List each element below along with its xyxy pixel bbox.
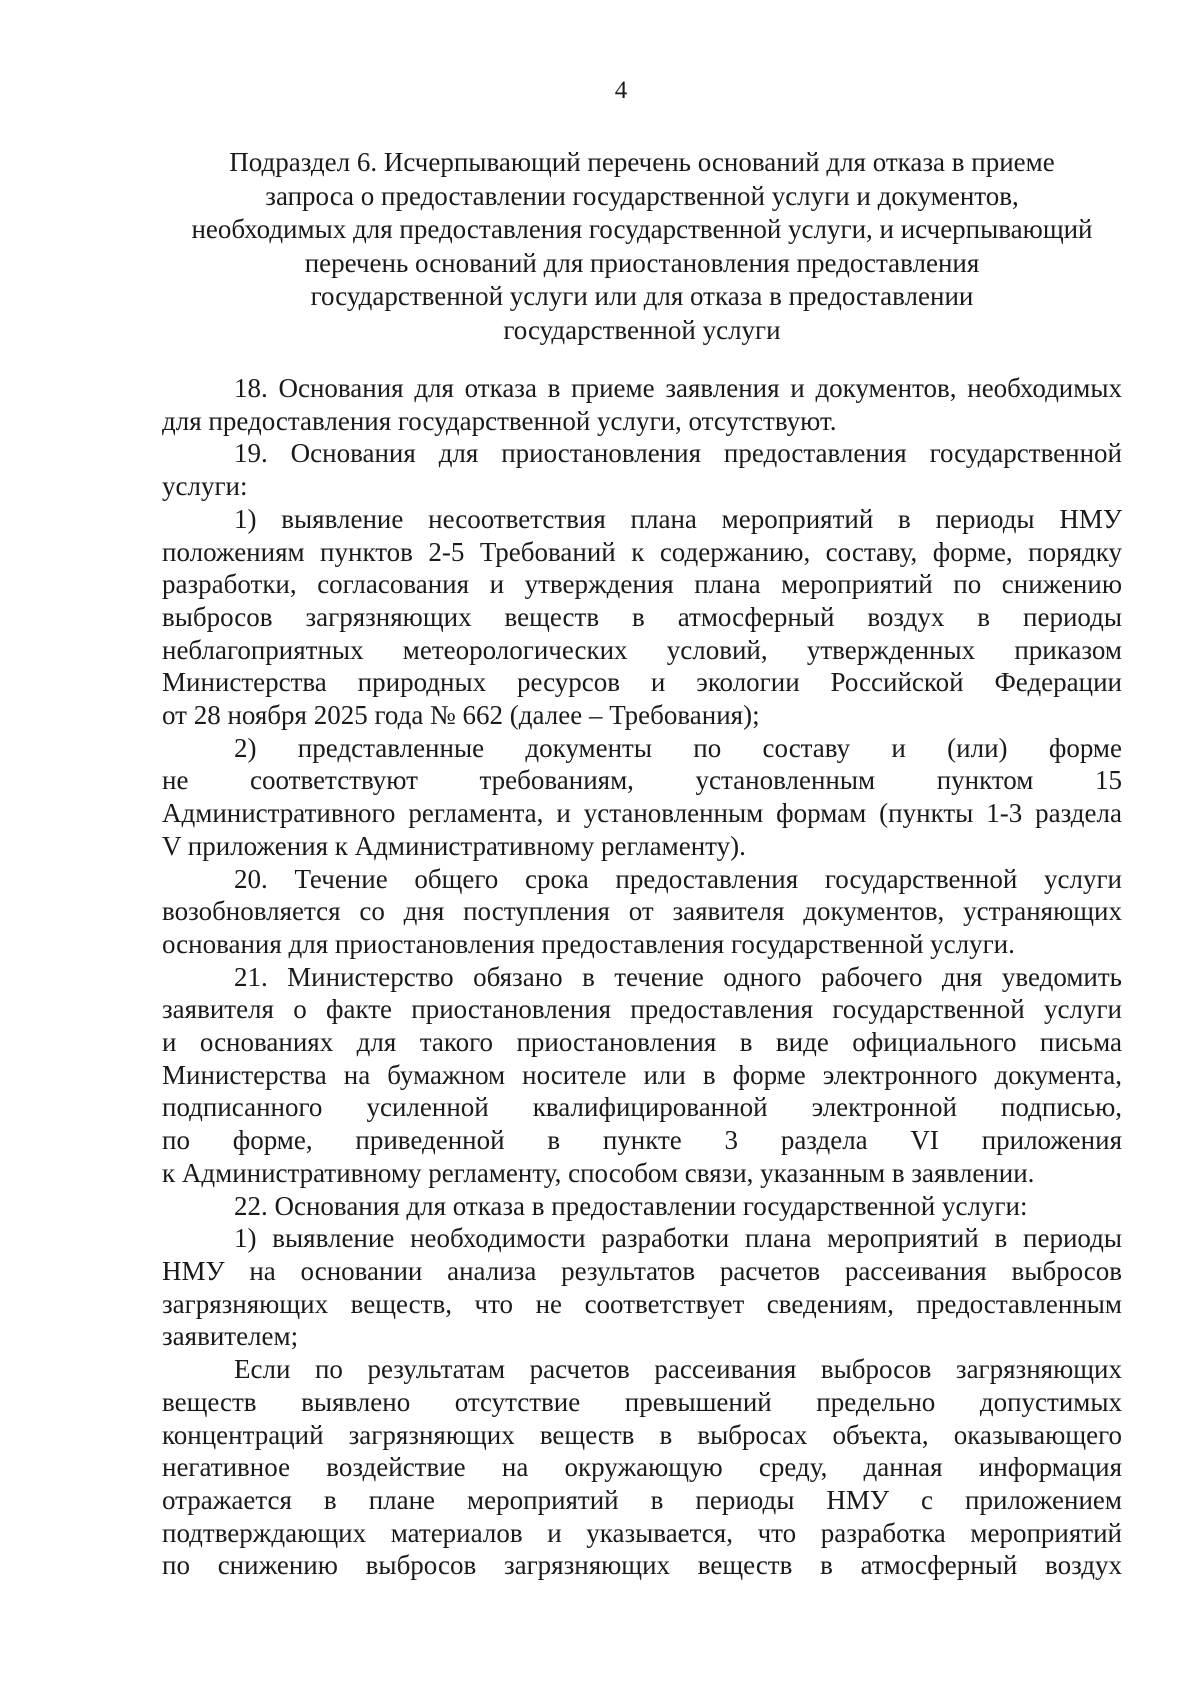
paragraph-line: 1) выявление необходимости разработки плана мероприятий в периоды: [234, 1223, 1122, 1254]
heading-line: запроса о предоставлении государственной услуги и документов,: [265, 180, 1019, 211]
paragraph-line: для предоставления государственной услуги, отсутствуют.: [162, 405, 837, 436]
paragraph-line: услуги:: [162, 471, 248, 502]
paragraph-line: 18. Основания для отказа в приеме заявления и документов, необходимых: [234, 373, 1122, 403]
paragraph-line: по форме, приведенной в пункте 3 раздела VI приложения: [162, 1125, 1122, 1156]
paragraph-line: концентраций загрязняющих веществ в выбросах объекта, оказывающего: [162, 1419, 1122, 1450]
page-number: 4: [614, 77, 628, 104]
paragraph-line: V приложения к Административному регламенту).: [162, 830, 746, 861]
paragraph-line: заявителем;: [162, 1321, 299, 1352]
paragraph-line: 2) представленные документы по составу и (или) форме: [234, 732, 1122, 763]
paragraph: [162, 503, 1122, 732]
paragraph-line: неблагоприятных метеорологических условий, утвержденных приказом: [162, 634, 1122, 665]
paragraph-line: выбросов загрязняющих веществ в атмосферный воздух в периоды: [162, 601, 1122, 632]
paragraph-line: от 28 ноября 2025 года № 662 (далее – Требования);: [162, 700, 760, 731]
paragraph: [162, 1353, 1122, 1582]
paragraph-line: загрязняющих веществ, что не соответствует сведениям, предоставленным: [162, 1288, 1122, 1319]
paragraph-line: отражается в плане мероприятий в периоды НМУ с приложением: [162, 1484, 1122, 1515]
heading-line: государственной услуги: [503, 314, 781, 345]
paragraph-line: НМУ на основании анализа результатов расчетов рассеивания выбросов: [162, 1255, 1122, 1286]
paragraph-line: и основаниях для такого приостановления в виде официального письма: [162, 1027, 1122, 1058]
heading-line: государственной услуги или для отказа в предоставлении: [310, 281, 974, 312]
paragraph-line: Министерства природных ресурсов и экологии Российской Федерации: [162, 667, 1122, 698]
paragraph-line: к Административному регламенту, способом связи, указанным в заявлении.: [162, 1157, 1035, 1188]
paragraph: [162, 372, 1122, 437]
paragraph: [162, 961, 1122, 1190]
paragraph: [162, 1190, 1122, 1223]
paragraph-line: 21. Министерство обязано в течение одного рабочего дня уведомить: [234, 961, 1122, 992]
document-body: [162, 372, 1122, 1582]
paragraph-line: подтверждающих материалов и указывается, что разработка мероприятий: [162, 1517, 1122, 1548]
paragraph-line: основания для приостановления предоставления государственной услуги.: [162, 928, 1015, 959]
paragraph-line: заявителя о факте приостановления предоставления государственной услуги: [162, 994, 1122, 1025]
heading-line: Подраздел 6. Исчерпывающий перечень оснований для отказа в приеме: [229, 147, 1055, 177]
paragraph-line: негативное воздействие на окружающую среду, данная информация: [162, 1452, 1122, 1483]
paragraph-line: Административного регламента, и установленным формам (пункты 1-3 раздела: [162, 798, 1122, 829]
paragraph-line: веществ выявлено отсутствие превышений предельно допустимых: [162, 1386, 1122, 1417]
paragraph: [162, 1222, 1122, 1353]
paragraph-line: Если по результатам расчетов рассеивания выбросов загрязняющих: [234, 1354, 1122, 1385]
paragraph-line: не соответствуют требованиям, установленным пунктом 15: [162, 765, 1122, 796]
paragraph: [162, 437, 1122, 502]
paragraph-line: по снижению выбросов загрязняющих веществ в атмосферный воздух: [162, 1550, 1122, 1581]
paragraph-line: положениям пунктов 2-5 Требований к содержанию, составу, форме, порядку: [162, 536, 1122, 567]
paragraph: [162, 863, 1122, 961]
heading-line: перечень оснований для приостановления предоставления: [304, 247, 980, 278]
heading-line: необходимых для предоставления государственной услуги, и исчерпывающий: [191, 214, 1093, 245]
subsection-heading: [162, 146, 1122, 348]
paragraph-line: возобновляется со дня поступления от заявителя документов, устраняющих: [162, 896, 1122, 927]
paragraph: [162, 732, 1122, 863]
paragraph-line: 20. Течение общего срока предоставления государственной услуги: [234, 863, 1122, 894]
paragraph-line: 19. Основания для приостановления предоставления государственной: [234, 438, 1122, 469]
paragraph-line: Министерства на бумажном носителе или в форме электронного документа,: [162, 1059, 1122, 1090]
paragraph-line: 22. Основания для отказа в предоставлении государственной услуги:: [234, 1190, 1028, 1221]
paragraph-line: подписанного усиленной квалифицированной электронной подписью,: [162, 1092, 1122, 1123]
paragraph-line: разработки, согласования и утверждения плана мероприятий по снижению: [162, 569, 1122, 600]
paragraph-line: 1) выявление несоответствия плана мероприятий в периоды НМУ: [234, 503, 1122, 534]
